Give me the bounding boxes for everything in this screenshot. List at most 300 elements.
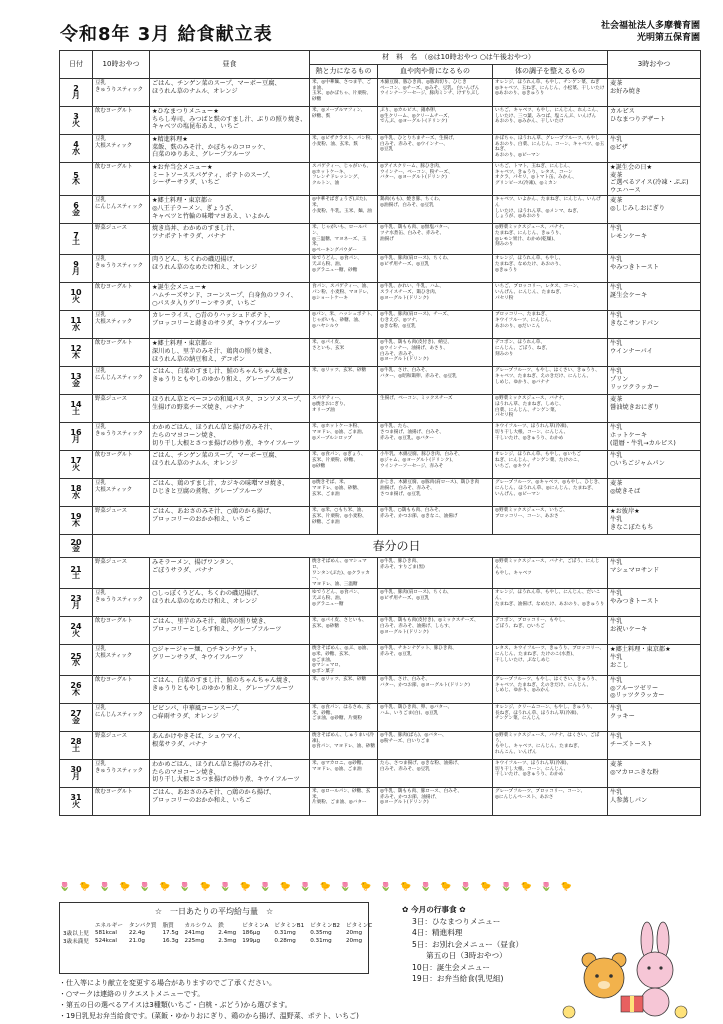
energy-ingredients: ◎パン、米、ハッシュポテト、 じゃがいも、砂糖、油、 ◎ハヤシルウ bbox=[310, 311, 378, 339]
body-ingredients: ◎牛乳、鶏もも肉(皮付き)、納豆、 ◎ウインナー、油揚げ、あさり、 白みそ、赤みそ、 ◎ヨーグルト(ドリンク) bbox=[378, 339, 493, 367]
lunch-menu: ★ひなまつりメニュー★ ちらし寿司、みつばと麩のすまし汁、ぶりの照り焼き、 キャベツの塩昆布あえ、いちご bbox=[150, 107, 310, 135]
lunch-menu: ★郷土料理・東京都☆ ◎八王子ラーメン、ぎょうざ、 キャベツと竹輪の味噌マヨあえ、いよかん bbox=[150, 196, 310, 224]
event-item: 19日：お弁当給食(乳児組) bbox=[412, 974, 504, 983]
day-number: 10 bbox=[70, 288, 82, 298]
note-line: ・第五の日の選べるアイスは3種類(いちご・白桃・ぶどう)から選びます。 bbox=[59, 1001, 292, 1009]
day-cell bbox=[60, 788, 93, 816]
condition-ingredients: かぼちゃ、ほうれん草、グレープフルーツ、もやし あおのり、白菜、にんじん、コーン、キャベツ、◎玉ねぎ、 あおのり、◎ピーマン bbox=[493, 135, 608, 163]
day-cell bbox=[60, 451, 93, 479]
day-of-week: 土 bbox=[72, 237, 80, 247]
day-of-week: 火 bbox=[72, 294, 80, 304]
am-snack: 飲むヨーグルト bbox=[93, 339, 150, 367]
energy-ingredients: 米、◎中華麺、さつま芋、ごま油、 玉米、◎かぼちゃ、片栗粉、砂糖 bbox=[310, 79, 378, 107]
header-energy: 熱と力になるもの bbox=[310, 65, 378, 79]
energy-ingredients: ゆでうどん、◎食パン、 天ぷら粉、油、 ◎グラニュー糖、砂糖 bbox=[310, 255, 378, 283]
day-number: 27 bbox=[70, 709, 82, 719]
condition-ingredients: グレープフルーツ、ブロッコリー、コーン、 ◎にんじんペースト、あおさ bbox=[493, 788, 608, 816]
day-row bbox=[60, 589, 701, 617]
organization bbox=[601, 20, 700, 44]
nutrition-cell: 22.4g bbox=[128, 930, 145, 936]
body-ingredients: 生揚げ、ベーコン、ミックスチーズ bbox=[378, 395, 493, 423]
day-of-week: 月 bbox=[72, 771, 80, 781]
am-snack: 豆乳 きゅうりスティック bbox=[93, 760, 150, 788]
energy-ingredients: 米、◎リッツ、玄米、砂糖 bbox=[310, 676, 378, 704]
condition-ingredients: ◎野菜ミックスジュース、バナナ、はくさい、ごぼう、 もやし、キャベツ、にんじん、たまねぎ、 れんこん、いんげん bbox=[493, 732, 608, 760]
day-cell bbox=[60, 395, 93, 423]
energy-ingredients: 米、◎リッツ、玄米、砂糖 bbox=[310, 367, 378, 395]
energy-ingredients: 米、◎食パン、はるさめ、玄米、砂糖、 ごま油、◎砂糖、片栗粉 bbox=[310, 704, 378, 732]
nutrition-cell: 524kcal bbox=[94, 938, 117, 944]
am-snack: 豆乳 きゅうりスティック bbox=[93, 423, 150, 451]
day-cell bbox=[60, 163, 93, 196]
day-of-week: 土 bbox=[72, 406, 80, 416]
day-cell bbox=[60, 196, 93, 224]
condition-ingredients: いちご、キャベツ、もやし、にんじん、れんこん、 しいたけ、三つ葉、みつば、塩こんぶ、いんげん あおのり、◎みかん、干しいたけ bbox=[493, 107, 608, 135]
body-ingredients: たら、さつま揚げ、◎きな粉、油揚げ、 白みそ、赤みそ、◎豆乳 bbox=[378, 760, 493, 788]
nutrition-cell: 0.31mg bbox=[274, 930, 296, 936]
day-row bbox=[60, 558, 701, 589]
day-row bbox=[60, 645, 701, 676]
nutrition-cell: 21.0g bbox=[128, 938, 145, 944]
day-row bbox=[60, 423, 701, 451]
page-title: 令和8年 3月 給食献立表 bbox=[60, 24, 273, 45]
nutrition-cell: 225mg bbox=[184, 938, 205, 944]
pm-snack: 牛乳 人参蒸しパン bbox=[608, 788, 701, 816]
condition-ingredients: ◎野菜ミックスジュース、バナナ、 ほうれん草、たまねぎ、しめじ、 白菜、にんじん、チンゲン菜、 パセリ粉 bbox=[493, 395, 608, 423]
pm-snack: 牛乳 ◎フルーツゼリー ◎リッツクラッカー bbox=[608, 676, 701, 704]
am-snack: 豆乳 大根スティック bbox=[93, 479, 150, 507]
lunch-menu: ごはん、白菜のすまし汁、鮭のちゃんちゃん焼き、 きゅうりともやしのゆかり和え、グレープフルーツ bbox=[150, 367, 310, 395]
day-row bbox=[60, 617, 701, 645]
am-snack: 飲むヨーグルト bbox=[93, 107, 150, 135]
lunch-menu: ごはん、チンゲン菜のスープ、マーボー豆腐、 ほうれん草のナムル、オレンジ bbox=[150, 79, 310, 107]
day-row bbox=[60, 135, 701, 163]
holiday-label: 春分の日 bbox=[93, 535, 701, 558]
lunch-menu: ごはん、あおさのみそ汁、○鶏のから揚げ、 ブロッコリーのおかか和え、いちご bbox=[150, 788, 310, 816]
lunch-menu: ごはん、里芋のみそ汁、鶏肉の照り焼き、 ブロッコリーとしらす和え、グレープフルーツ bbox=[150, 617, 310, 645]
day-of-week: 金 bbox=[72, 544, 80, 554]
nutrition-cell: 2.3mg bbox=[218, 938, 237, 944]
body-ingredients: ◎牛乳、かれい、牛乳、ハム、 スライスチーズ、鶏ひき肉、 ◎ヨーグルト(ドリンク) bbox=[378, 283, 493, 311]
header-lunch: 昼食 bbox=[150, 51, 310, 79]
lunch-menu: ○ジャージャー麺、○チキンナゲット、 グリーンサラダ、キウイフルーツ bbox=[150, 645, 310, 676]
am-snack: 野菜ジュース bbox=[93, 732, 150, 760]
energy-ingredients: 米、◎食パン、◎ぎょう、 玄米、片栗粉、砂糖、 ◎砂糖 bbox=[310, 451, 378, 479]
day-row bbox=[60, 163, 701, 196]
pm-snack: 牛乳 チーズトースト bbox=[608, 732, 701, 760]
lunch-menu: 焼き鳥丼、わかめのすまし汁、 ツナポテトサラダ、バナナ bbox=[150, 224, 310, 255]
holiday-row bbox=[60, 535, 701, 558]
condition-ingredients: グレープフルーツ、もやし、はくさい、きゅうり、 キャベツ、たまねぎ、えのきだけ、にんじん、 しめじ、ゆかり、◎みかん bbox=[493, 676, 608, 704]
header-ingredients: 材 料 名 （◎は10時おやつ ○は午後おやつ） bbox=[310, 51, 608, 65]
header-date: 日付 bbox=[60, 51, 93, 79]
condition-ingredients: ◎野菜ミックスジュース、いちご、 ブロッコリー、コーン、あおさ bbox=[493, 507, 608, 535]
day-cell bbox=[60, 224, 93, 255]
body-ingredients: ◎牛乳、豚肉(肩ロース)、チーズ、 むきえび、◎ツナ、 ◎きな粉、◎豆乳 bbox=[378, 311, 493, 339]
pm-snack: 牛乳 マシュマロサンド bbox=[608, 558, 701, 589]
energy-ingredients: 米、◎ホットケーキ粉、 マヨドレ、◎油、ごま油、 ◎メープルシロップ bbox=[310, 423, 378, 451]
energy-ingredients: 米、◎メープルマフィン、 砂糖、麩 bbox=[310, 107, 378, 135]
pm-snack: 麦茶 醤油焼きおにぎり bbox=[608, 395, 701, 423]
am-snack: 豆乳 きゅうりスティック bbox=[93, 79, 150, 107]
day-number: 6 bbox=[73, 201, 79, 211]
energy-ingredients: ◎焼きそば、米、 マヨドレ、◎油、砂糖、 玄米、ごま油 bbox=[310, 479, 378, 507]
energy-ingredients: 米、◎ピザクラスト、パン粉、 小麦粉、油、玄米、麩 bbox=[310, 135, 378, 163]
day-number: 5 bbox=[73, 170, 79, 180]
body-ingredients: ◎牛乳、チキンナゲット、豚ひき肉、 赤みそ、◎豆乳 bbox=[378, 645, 493, 676]
am-snack: 野菜ジュース bbox=[93, 395, 150, 423]
energy-ingredients: 焼きそばめん、しゅうまい(冷凍)、 ◎食パン、マヨドレ、油、砂糖 bbox=[310, 732, 378, 760]
am-snack: 飲むヨーグルト bbox=[93, 617, 150, 645]
body-ingredients: ◎牛乳、豚肉(肩ロース)、ちくわ、 ◎ピザ用チーズ、◎豆乳 bbox=[378, 589, 493, 617]
nutrition-cell: 0.31mg bbox=[310, 938, 332, 944]
day-cell bbox=[60, 367, 93, 395]
pm-snack: 牛乳 クッキー bbox=[608, 704, 701, 732]
nutrition-header-cell: エネルギー bbox=[94, 923, 123, 929]
energy-ingredients: ゆでうどん、◎食パン、 天ぷら粉、油、 ◎グラニュー糖 bbox=[310, 589, 378, 617]
pm-snack: ★郷土料理・東京都★ 牛乳 おこし bbox=[608, 645, 701, 676]
day-row bbox=[60, 339, 701, 367]
day-number: 23 bbox=[70, 594, 82, 604]
day-number: 25 bbox=[70, 651, 82, 661]
nutrition-box bbox=[59, 902, 373, 974]
am-snack: 飲むヨーグルト bbox=[93, 283, 150, 311]
day-row bbox=[60, 788, 701, 816]
day-of-week: 金 bbox=[72, 715, 80, 725]
event-item: 3日：ひなまつりメニュー bbox=[412, 916, 501, 926]
day-cell bbox=[60, 255, 93, 283]
condition-ingredients: ◎野菜ミックスジュース、バナナ、ごぼう、にんじん、 もやし、キャベツ bbox=[493, 558, 608, 589]
energy-ingredients: 米、◎マカロニ、◎砂糖、 マヨドレ、◎油、ごま油 bbox=[310, 760, 378, 788]
day-number: 7 bbox=[73, 230, 79, 240]
pm-snack: 牛乳 お祝いケーキ bbox=[608, 617, 701, 645]
day-cell bbox=[60, 507, 93, 535]
day-of-week: 水 bbox=[72, 322, 80, 332]
nutrition-cell: 186μg bbox=[242, 930, 260, 936]
day-row bbox=[60, 107, 701, 135]
pm-snack: 牛乳 誕生会ケーキ bbox=[608, 283, 701, 311]
org-name: 社会福祉法人多摩養育園 bbox=[600, 21, 700, 31]
day-row bbox=[60, 732, 701, 760]
day-of-week: 月 bbox=[72, 90, 80, 100]
header-body: 血や肉や骨になるもの bbox=[378, 65, 493, 79]
day-cell bbox=[60, 107, 93, 135]
lunch-menu: わかめごはん、ほうれん草と揚げのみそ汁、 たらのマヨコーン焼き、 切り干し大根とさつま揚げの炒り煮、キウイフルーツ bbox=[150, 760, 310, 788]
day-number: 17 bbox=[70, 456, 82, 466]
body-ingredients: ◎牛乳、○鶏もも肉、白みそ、 赤みそ、かつお節、◎きなこ、油揚げ bbox=[378, 507, 493, 535]
condition-ingredients: ブロッコリー、たまねぎ、 キウイフルーツ、にんじん、 あおのり、◎だいこん bbox=[493, 311, 608, 339]
day-row bbox=[60, 196, 701, 224]
day-row bbox=[60, 79, 701, 107]
nutrition-header-cell: 鉄 bbox=[218, 923, 224, 929]
day-of-week: 土 bbox=[72, 743, 80, 753]
condition-ingredients: キャベツ、いよかん、たまねぎ、にんじん、いんげん しいたけ、ほうれん草、◎メンマ、ねぎ、 しょうが、◎あおのり bbox=[493, 196, 608, 224]
bear-icon bbox=[582, 953, 643, 1012]
day-row bbox=[60, 451, 701, 479]
page-header bbox=[60, 20, 700, 50]
body-ingredients: ◎牛乳、鶏もも肉、◎無塩バター、 ツナ水煮缶、白みそ、赤みそ、 油揚げ bbox=[378, 224, 493, 255]
body-ingredients: ◎牛乳、豚肉(ばら)、◎バター、 ◎粉チーズ、白いりごま bbox=[378, 732, 493, 760]
day-number: 11 bbox=[70, 316, 82, 326]
day-number: 30 bbox=[70, 765, 82, 775]
day-cell bbox=[60, 535, 93, 558]
condition-ingredients: レタス、キウイフルーツ、きゅうり、ブロッコリー、 にんじん、たまねぎ、たけのこ(水煮)、 干ししいたけ、ぶなしめじ bbox=[493, 645, 608, 676]
lunch-menu: ほうれん草とベーコンの和風パスタ、コンソメスープ、 生揚げの野菜チーズ焼き、バナナ bbox=[150, 395, 310, 423]
condition-ingredients: グレープフルーツ、もやし、はくさい、きゅうり、 キャベツ、たまねぎ、えのきだけ、にんじん、 しめじ、ゆかり、◎バナナ bbox=[493, 367, 608, 395]
note-line: ・19日乳児お弁当給食です。(菜飯・ゆかりおにぎり、鶏のから揚げ、温野菜、ポテト、いちご) bbox=[59, 1012, 359, 1020]
day-of-week: 土 bbox=[72, 571, 80, 581]
nutrition-cell: 3歳未満児 bbox=[63, 939, 89, 945]
menu-table-body bbox=[60, 79, 701, 816]
day-number: 16 bbox=[70, 428, 82, 438]
lunch-menu: ★郷土料理・東京都☆ 深川めし、里芋のみそ汁、鶏肉の照り焼き、 ほうれん草の納豆和え、デコポン bbox=[150, 339, 310, 367]
am-snack: 豆乳 にんじんスティック bbox=[93, 196, 150, 224]
nutrition-header-cell: タンパク質 bbox=[128, 923, 157, 929]
nutrition-cell: 3歳以上児 bbox=[63, 931, 89, 937]
condition-ingredients: オレンジ、ほうれん草、もやし、◎いちご ねぎ、にんじん、チンゲン菜、たけのこ、 いちご、◎キウイ bbox=[493, 451, 608, 479]
day-row bbox=[60, 224, 701, 255]
am-snack: 豆乳 にんじんスティック bbox=[93, 367, 150, 395]
day-number: 19 bbox=[70, 512, 82, 522]
event-item: 10日：誕生会メニュー bbox=[412, 962, 491, 972]
lunch-menu: カレーライス、○青のりハッシュドポテト、 ブロッコリーと蒔きのサラダ、キウイフルーツ bbox=[150, 311, 310, 339]
lunch-menu: わかめごはん、ほうれん草と揚げのみそ汁、 たらのマヨコーン焼き、 切り干し大根とさつま揚げの炒り煮、キウイフルーツ bbox=[150, 423, 310, 451]
animal-illustration bbox=[529, 918, 699, 1022]
day-of-week: 水 bbox=[72, 658, 80, 668]
day-row bbox=[60, 507, 701, 535]
nutrition-header-cell: カルシウム bbox=[184, 923, 213, 929]
lunch-menu: 肉うどん、ちくわの磯辺揚げ、 ほうれん草のなめたけ和え、オレンジ bbox=[150, 255, 310, 283]
day-of-week: 木 bbox=[72, 350, 80, 360]
day-row bbox=[60, 255, 701, 283]
pm-snack: 牛乳 ホットケーキ (還暦・牛乳→カルピス) bbox=[608, 423, 701, 451]
pm-snack: 麦茶 ◎マカロニきな粉 bbox=[608, 760, 701, 788]
condition-ingredients: オレンジ、ほうれん草、もやし、チンゲン菜、ねぎ ◎キャベツ、玉ねぎ、にんじん、小松菜、干しいたけ ◎あおのり、◎きゅうり bbox=[493, 79, 608, 107]
lunch-menu: ★精進料理★ 菜飯、麩のみそ汁、かぼちゃのコロッケ、 白菜のゆりあえ、グレープフルーツ bbox=[150, 135, 310, 163]
pm-snack: 牛乳 ○いちごジャムパン bbox=[608, 451, 701, 479]
nutrition-cell: 581kcal bbox=[94, 930, 117, 936]
day-cell bbox=[60, 283, 93, 311]
day-row bbox=[60, 395, 701, 423]
day-row bbox=[60, 704, 701, 732]
day-number: 21 bbox=[70, 564, 82, 574]
lunch-menu: ごはん、白菜のすまし汁、鮭のちゃんちゃん焼き、 きゅうりともやしのゆかり和え、グレープフルーツ bbox=[150, 676, 310, 704]
event-item: 第五の日（3時おやつ） bbox=[426, 951, 507, 960]
nutrition-header-cell bbox=[60, 921, 92, 929]
body-ingredients: ◎牛乳、鶏ひき肉、卵、◎バター、 ハム、いりごま(白)、◎豆乳 bbox=[378, 704, 493, 732]
header-condition: 体の調子を整えるもの bbox=[493, 65, 608, 79]
nutrition-row-over3 bbox=[60, 929, 375, 937]
nutrition-cell: 17.5g bbox=[162, 930, 179, 936]
day-row bbox=[60, 676, 701, 704]
flower-decoration: 🌷 🐤 🌷 🐤 🌷 🐤 🌷 🐤 🌷 🐤 🌷 🐤 🌷 🐤 🌷 🐤 🌷 🐤 🌷 🐤 🌷 🐤 🌷 🐤 🌷 🐤 bbox=[59, 882, 575, 892]
condition-ingredients: オレンジ、ほうれん草、もやし、 たまねぎ、なめたけ、あおのり、 ◎きゅうり bbox=[493, 255, 608, 283]
nutrition-table bbox=[60, 921, 375, 945]
nutrition-row-under3 bbox=[60, 937, 375, 945]
condition-ingredients: いちご、トマト、玉ねぎ、にんじん、 キャベツ、きゅうり、レタス、コーン オクラ、パセリ、◎トマト缶、みかん、 グリンピース(冷凍)、◎ミカン bbox=[493, 163, 608, 196]
pm-snack: 牛乳 きなこサンドパン bbox=[608, 311, 701, 339]
lunch-menu: ごはん、あおさのみそ汁、○鶏のから揚げ、 ブロッコリーのおかか和え、いちご bbox=[150, 507, 310, 535]
header-pm-snack: 3時おやつ bbox=[608, 51, 701, 79]
energy-ingredients: 焼きそばめん、◎マシュマロ、 ワンタン(ぶた)、◎クラッカー、 マヨドレ、油、三温糖 bbox=[310, 558, 378, 589]
energy-ingredients: 焼きそばめん、◎ぶ、◎油、 ◎米、砂糖、玄米、 ◎ごま油、 ◎マシュマロ、 ◎ポン菓子 bbox=[310, 645, 378, 676]
pm-snack: 牛乳 ◎ピザ bbox=[608, 135, 701, 163]
day-cell bbox=[60, 135, 93, 163]
body-ingredients: ◎牛乳、さけ、白みそ、 バター、かつお節、◎ヨーグルト(ドリンク) bbox=[378, 676, 493, 704]
am-snack: 飲むヨーグルト bbox=[93, 788, 150, 816]
day-number: 24 bbox=[70, 622, 82, 632]
am-snack: 豆乳 にんじんスティック bbox=[93, 704, 150, 732]
pm-snack: ★お彼岸★ 牛乳 きなこぼたもち bbox=[608, 507, 701, 535]
condition-ingredients: グレープフルーツ、◎キャベツ、◎もやし、ひじき、 にんじん、ほうれん草、◎にんじん、たまねぎ、 いんげん、◎ピーマン bbox=[493, 479, 608, 507]
day-number: 26 bbox=[70, 681, 82, 691]
body-ingredients: ◎牛乳、さけ、白みそ、 バター、◎昭和鶏卵、赤みそ、◎豆乳 bbox=[378, 367, 493, 395]
condition-ingredients: オレンジ、クリームコーン、もやし、きゅうり、 長ねぎ、ほうれん草、ほうれん草(冷凍)、 チンゲン菜、にんじん bbox=[493, 704, 608, 732]
nutrition-cell: 2.4mg bbox=[218, 930, 237, 936]
nutrition-header-row bbox=[60, 921, 375, 929]
lunch-menu: みそラーメン、揚げワンタン、 ごぼうサラダ、バナナ bbox=[150, 558, 310, 589]
nutrition-cell: 0.28mg bbox=[274, 938, 296, 944]
condition-ingredients: キウイフルーツ、ほうれん草(冷凍)、 切り干し大根、コーン、にんじん、 干しいたけ、◎きゅうり、わかめ bbox=[493, 760, 608, 788]
day-row bbox=[60, 760, 701, 788]
day-number: 12 bbox=[70, 344, 82, 354]
condition-ingredients: いちご、ブロッコリー、レタス、コーン、 いんげん、にんじん、たまねぎ、 パセリ粉 bbox=[493, 283, 608, 311]
day-cell bbox=[60, 479, 93, 507]
nutrition-header-cell: ビタミンB2 bbox=[310, 923, 340, 929]
header-am-snack: 10時おやつ bbox=[93, 51, 150, 79]
pm-snack: 麦茶 ◎焼きそば bbox=[608, 479, 701, 507]
day-cell bbox=[60, 732, 93, 760]
am-snack: 野菜ジュース bbox=[93, 224, 150, 255]
day-cell bbox=[60, 79, 93, 107]
day-of-week: 月 bbox=[72, 600, 80, 610]
am-snack: 豆乳 大根スティック bbox=[93, 645, 150, 676]
event-item: 5日：お別れ会メニュー（昼食） bbox=[412, 939, 524, 949]
nursery-name: 光明第五保育園 bbox=[636, 33, 700, 43]
day-of-week: 水 bbox=[72, 490, 80, 500]
day-number: 3 bbox=[73, 112, 79, 121]
body-ingredients: ◎牛乳、鶏もも肉(皮付き)、◎ミックスチーズ、 白みそ、赤みそ、油揚げ、しらす、 ◎ヨーグルト(ドリンク) bbox=[378, 617, 493, 645]
day-of-week: 月 bbox=[72, 266, 80, 276]
energy-ingredients: スパゲティー、じゃがいも、 ◎ホットケーキ、 フレンチドレッシング、 クルトン、油 bbox=[310, 163, 378, 196]
pm-snack: 牛乳 やみつきトースト bbox=[608, 589, 701, 617]
body-ingredients: ◎牛乳、豚ひき肉、 赤みそ、すりごま(黒) bbox=[378, 558, 493, 589]
body-ingredients: 木綿豆腐、豚ひき肉、◎豚肉切り、ひじき ベーコン、◎チーズ、◎みそ、豆乳、白いんげん ウインナーソーセージ、豚肉ミンチ、けずりぶし bbox=[378, 79, 493, 107]
lunch-menu: あんかけやきそば、シュウマイ、 根菜サラダ、バナナ bbox=[150, 732, 310, 760]
nutrition-cell: 20mg bbox=[345, 930, 363, 936]
energy-ingredients: 米、じゃがいも、ロールパン、 ◎三温糖、マヨネーズ、玉米、 ◎ベーキングパウダー bbox=[310, 224, 378, 255]
body-ingredients: ◎牛乳、豚肉(肩ロース)、ちくわ、 ◎ピザ用チーズ、◎豆乳 bbox=[378, 255, 493, 283]
pm-snack: 牛乳 プリン リッツクラッカー bbox=[608, 367, 701, 395]
nutrition-header-cell: ビタミンB1 bbox=[274, 923, 305, 929]
day-row bbox=[60, 479, 701, 507]
body-ingredients: ◎牛乳、鶏もも肉、豚ロース、白みそ、 赤みそ、かつお節、油揚げ、 ◎ヨーグルト(ドリンク) bbox=[378, 788, 493, 816]
energy-ingredients: 米、◎パイ皮、さといも、 玄米、◎砂糖 bbox=[310, 617, 378, 645]
day-cell bbox=[60, 558, 93, 589]
day-of-week: 火 bbox=[72, 462, 80, 472]
pm-snack: 牛乳 レモンケーキ bbox=[608, 224, 701, 255]
pm-snack: 牛乳 ウインナーパイ bbox=[608, 339, 701, 367]
day-cell bbox=[60, 645, 93, 676]
day-row bbox=[60, 367, 701, 395]
body-ingredients: 小牛乳、木綿豆腐、豚ひき肉、白みそ、 ◎ジャム、◎ヨーグルト(ドリンク)、 ウインナーソーセージ、赤みそ bbox=[378, 451, 493, 479]
condition-ingredients: デコポン、ブロッコリー、もやし、 ごぼう、ねぎ、○いちご bbox=[493, 617, 608, 645]
lunch-menu: ごはん、鶏のすまし汁、カジキの味噌マヨ焼き、 ひじきと豆腐の煮物、グレープフルーツ bbox=[150, 479, 310, 507]
day-number: 20 bbox=[70, 537, 82, 547]
event-title: ✿ 今月の行事食 ✿ bbox=[402, 905, 466, 914]
day-cell bbox=[60, 311, 93, 339]
am-snack: 飲むヨーグルト bbox=[93, 451, 150, 479]
lunch-menu: ごはん、チンゲン菜のスープ、マーボー豆腐、 ほうれん草のナムル、オレンジ bbox=[150, 451, 310, 479]
body-ingredients: ◎牛乳、たら、 さつま揚げ、油揚げ、白みそ、 赤みそ、◎豆乳、◎バター bbox=[378, 423, 493, 451]
day-of-week: 木 bbox=[72, 687, 80, 697]
am-snack: 豆乳 大根スティック bbox=[93, 135, 150, 163]
footer-area bbox=[59, 882, 700, 1022]
body-ingredients: 鶏肉(もも)、焼き豚、ちくわ、 ◎油揚げ、白みそ、◎豆乳 bbox=[378, 196, 493, 224]
note-line: ・○マークは連絡のリクエストメニューです。 bbox=[59, 990, 205, 998]
body-ingredients: ぶり、◎カルピス、錦糸卵、 ◎生クリーム、◎クリームチーズ、 でんぶ、◎ヨーグルト(ドリンク) bbox=[378, 107, 493, 135]
day-of-week: 金 bbox=[72, 207, 80, 217]
energy-ingredients: 食パン、スパゲティー、油、 パン粉、小麦粉、マヨドレ、 ◎ショートケーキ bbox=[310, 283, 378, 311]
day-number: 31 bbox=[70, 793, 82, 803]
day-of-week: 木 bbox=[72, 177, 80, 187]
day-of-week: 金 bbox=[72, 378, 80, 388]
energy-ingredients: 米、◎米、○もち米、油、 玄米、片栗粉、◎小麦粉、 砂糖、ごま油 bbox=[310, 507, 378, 535]
lunch-menu: ビビンパ、中華風コーンスープ、 ○春雨サラダ、オレンジ bbox=[150, 704, 310, 732]
pm-snack: 牛乳 やみつきトースト bbox=[608, 255, 701, 283]
day-cell bbox=[60, 339, 93, 367]
day-cell bbox=[60, 617, 93, 645]
am-snack: 豆乳 大根スティック bbox=[93, 311, 150, 339]
body-ingredients: ◎牛乳、ひとりちまチーズ、生揚げ、 白みそ、赤みそ、◎ウインナー、 ◎豆乳 bbox=[378, 135, 493, 163]
nutrition-header-cell: ビタミンC bbox=[345, 923, 373, 929]
energy-ingredients: 米、◎ロールパン、砂糖、玄米、 片栗粉、ごま油、◎バター bbox=[310, 788, 378, 816]
day-number: 9 bbox=[73, 260, 79, 270]
day-of-week: 木 bbox=[72, 518, 80, 528]
nutrition-cell: 199μg bbox=[242, 938, 260, 944]
energy-ingredients: 米、◎パイ皮、 さといも、玄米 bbox=[310, 339, 378, 367]
nutrition-cell: 0.35mg bbox=[310, 930, 332, 936]
day-of-week: 火 bbox=[72, 628, 80, 638]
nutrition-cell: 20mg bbox=[345, 938, 363, 944]
am-snack: 飲むヨーグルト bbox=[93, 163, 150, 196]
note-line: ・仕入等により献立を変更する場合がありますのでご了承ください。 bbox=[59, 979, 276, 987]
day-number: 14 bbox=[70, 400, 82, 410]
day-cell bbox=[60, 760, 93, 788]
day-cell bbox=[60, 676, 93, 704]
am-snack: 飲むヨーグルト bbox=[93, 676, 150, 704]
condition-ingredients: キウイフルーツ、ほうれん草(冷凍)、 切り干し大根、コーン、にんじん、 干しいたけ、◎きゅうり、わかめ bbox=[493, 423, 608, 451]
am-snack: 豆乳 きゅうりスティック bbox=[93, 255, 150, 283]
nutrition-header-cell: ビタミンA bbox=[242, 923, 269, 929]
notes bbox=[59, 978, 389, 1022]
lunch-menu: ★誕生会メニュー★ ハムチーズサンド、コーンスープ、白身魚のフライ、 ○パスタ入りグリーンサラダ、いちご bbox=[150, 283, 310, 311]
condition-ingredients: オレンジ、ほうれん草、もやし、にんじん、だいこん、 たまねぎ、油揚げ、なめたけ、あおのり、◎きゅうり bbox=[493, 589, 608, 617]
day-cell bbox=[60, 423, 93, 451]
am-snack: 豆乳 きゅうりスティック bbox=[93, 589, 150, 617]
pm-snack: カルピス ひなまつりデザート bbox=[608, 107, 701, 135]
day-of-week: 月 bbox=[72, 434, 80, 444]
day-number: 13 bbox=[70, 372, 82, 382]
pm-snack: ★誕生会の日★ 麦茶 ご選べるアイス(冷凍・ぷぷ) ウエハース bbox=[608, 163, 701, 196]
day-of-week: 火 bbox=[72, 118, 80, 128]
energy-ingredients: ◎中華そばぎょうざ(ぶた)、米、 小麦粉、牛乳、玉米、麺、油 bbox=[310, 196, 378, 224]
lunch-menu: ○しっぽくうどん、ちくわの磯辺揚げ、 ほうれん草のなめたけ和え、オレンジ bbox=[150, 589, 310, 617]
day-of-week: 水 bbox=[72, 146, 80, 156]
menu-table bbox=[59, 50, 701, 816]
body-ingredients: かじき、木綿豆腐、◎豚肉(肩ロース)、鶏ひき肉 油揚げ、白みそ、赤みそ、 さつま揚げ、◎豆乳 bbox=[378, 479, 493, 507]
event-item: 4日：精進料理 bbox=[412, 928, 463, 937]
